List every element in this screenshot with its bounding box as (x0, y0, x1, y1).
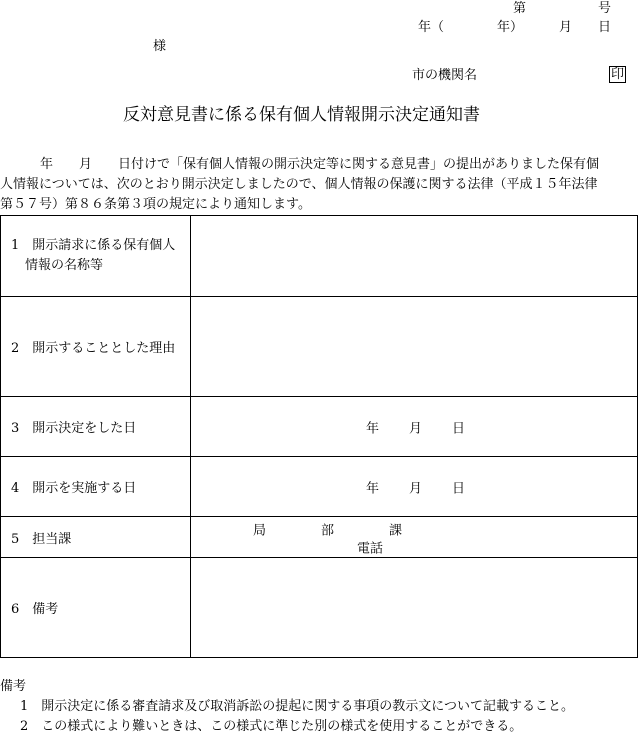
notes-item-2: 2 この様式により難いときは、この様式に準じた別の様式を使用することができる。 (20, 719, 523, 734)
row-value-name[interactable] (191, 216, 638, 297)
phone-label: 電話 (357, 541, 384, 557)
date-year-close: 年） (497, 20, 524, 35)
decision-date-day: 日 (452, 421, 466, 436)
row-value-remarks[interactable] (191, 558, 638, 658)
implementation-date-day: 日 (452, 481, 466, 496)
date-day: 日 (598, 20, 612, 35)
row-value-decision-date[interactable] (191, 397, 638, 457)
dept-kyoku: 局 (253, 523, 267, 539)
seal-mark: 印 (611, 67, 625, 82)
date-month: 月 (559, 20, 573, 35)
intro-line-1: 年 月 日付けで「保有個人情報の開示決定等に関する意見書」の提出がありました保有個 (40, 157, 600, 172)
row3-label: 3 開示決定をした日 (1, 397, 191, 457)
document-number-dai: 第 (513, 1, 527, 16)
date-year-open: 年（ (418, 20, 445, 35)
implementation-date-month: 月 (409, 481, 423, 496)
dept-bu: 部 (321, 523, 335, 539)
row-value-department[interactable] (191, 517, 638, 558)
row6-label: 6 備考 (1, 558, 191, 658)
addressee-sama: 様 (153, 39, 167, 54)
notes-heading: 備考 (0, 679, 27, 694)
intro-line-2: 人情報については、次のとおり開示決定しましたので、個人情報の保護に関する法律（平成１５年法律 (0, 177, 598, 192)
notes-item-1: 1 開示決定に係る審査請求及び取消訴訟の提起に関する事項の教示文について記載すること。 (20, 699, 575, 714)
decision-date-month: 月 (409, 421, 423, 436)
row5-label: 5 担当課 (1, 517, 191, 558)
table-row (1, 297, 638, 397)
table-row (1, 517, 638, 558)
document-number-go: 号 (598, 1, 612, 16)
table-row (1, 558, 638, 658)
row-value-implementation-date[interactable] (191, 457, 638, 517)
decision-date-year: 年 (366, 421, 380, 436)
seal-box (609, 66, 626, 83)
row-label-name (1, 216, 191, 297)
table-row (1, 397, 638, 457)
row4-label: 4 開示を実施する日 (1, 457, 191, 517)
row1-label-a: 1 開示請求に係る保有個人 (11, 238, 176, 253)
table-row (1, 216, 638, 297)
intro-line-3: 第５７号）第８６条第３項の規定により通知します。 (0, 197, 311, 212)
row1-label-b: 情報の名称等 (25, 258, 104, 273)
agency-name: 市の機関名 (412, 68, 478, 83)
dept-ka: 課 (389, 523, 403, 539)
implementation-date-year: 年 (366, 481, 380, 496)
row-value-reason[interactable] (191, 297, 638, 397)
document-title: 反対意見書に係る保有個人情報開示決定通知書 (123, 105, 480, 125)
row2-label: 2 開示することとした理由 (1, 297, 191, 397)
intro-paragraph (0, 155, 638, 215)
decision-table (0, 215, 638, 658)
table-row (1, 457, 638, 517)
notes-section (0, 677, 638, 737)
